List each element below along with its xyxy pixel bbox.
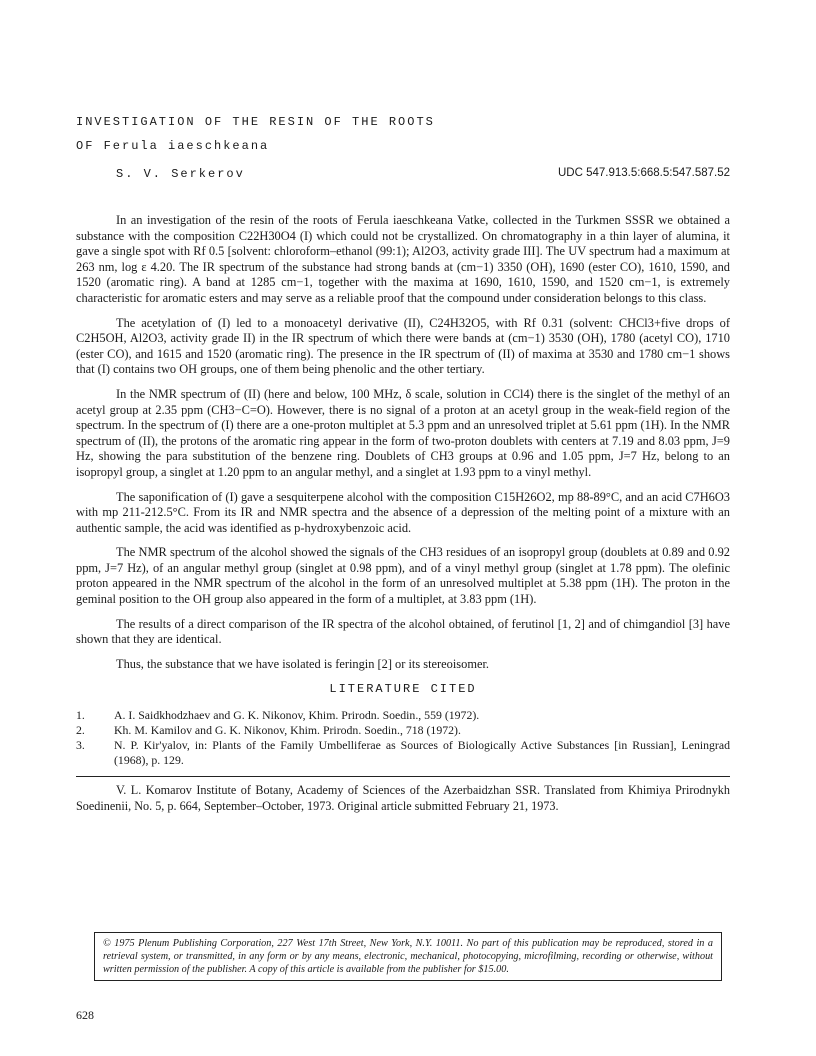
copyright-box: © 1975 Plenum Publishing Corporation, 227 West 17th Street, New York, N.Y. 10011. No part of this publication may be reproduced, stored in a retrieval system, or transmitted, in any form or by any means, electronic, mechanical, photocopying, microfilming, recording or otherwise, without written permission of the publisher. A copy of this article is available from the publisher for $15.00. <box>94 932 722 981</box>
article-body <box>76 213 730 814</box>
reference-item <box>76 723 730 738</box>
udc-code: UDC 547.913.5:668.5:547.587.52 <box>558 167 730 179</box>
reference-number: 3. <box>76 738 85 753</box>
reference-text: Kh. M. Kamilov and G. K. Nikonov, Khim. Prirodn. Soedin., 718 (1972). <box>114 723 461 738</box>
references-heading: LITERATURE CITED <box>329 682 477 697</box>
paragraph: The NMR spectrum of the alcohol showed the signals of the CH3 residues of an isopropyl group (doublets at 0.89 and 0.92 ppm, J=7 Hz), of an angular methyl group (singlet at 0.98 ppm), and of a vinyl methyl group (singlet at 1.78 ppm). The olefinic proton appeared in the NMR spectrum of the alcohol in the form of an unresolved multiplet at 5.38 ppm (1H). The proton in the geminal position to the OH group also appeared in the form of a multiplet, at 3.83 ppm (1H). <box>76 545 730 607</box>
affiliation-text: V. L. Komarov Institute of Botany, Academy of Sciences of the Azerbaidzhan SSR. Translated from Khimiya Prirodnykh Soedinenii, No. 5, p. 664, September–October, 1973. Original article submitted February 21, 1973. <box>76 783 730 813</box>
article-title <box>76 110 730 158</box>
paragraph: Thus, the substance that we have isolated is feringin [2] or its stereoisomer. <box>116 656 490 671</box>
affiliation-note <box>76 776 730 814</box>
references-list <box>76 708 730 768</box>
reference-text: N. P. Kir'yalov, in: Plants of the Family Umbelliferae as Sources of Biologically Active Substances [in Russian], Leningrad (1968), p. 129. <box>114 738 730 768</box>
reference-number: 2. <box>76 723 85 738</box>
reference-item <box>76 738 730 768</box>
reference-item <box>76 708 730 723</box>
paragraph: The acetylation of (I) led to a monoacetyl derivative (II), C24H32O5, with Rf 0.31 (solvent: CHCl3+five drops of C2H5OH, Al2O3, activity grade II) in the IR spectrum of which there were bands at (cm−1) 3530 (OH), 1780 (acetyl CO), 1710 (ester CO), and 1615 and 1520 (aromatic ring). The presence in the IR spectrum of (II) of maxima at 3530 and 1780 cm−1 shows that (I) contains two OH groups, one of them being phenolic and the other tertiary. <box>76 315 730 377</box>
page-number: 628 <box>76 1008 94 1022</box>
reference-text: A. I. Saidkhodzhaev and G. K. Nikonov, Khim. Prirodn. Soedin., 559 (1972). <box>114 708 480 723</box>
paragraph: In the NMR spectrum of (II) (here and below, 100 MHz, δ scale, solution in CCl4) there is the singlet of the methyl of an acetyl group at 2.35 ppm (CH3−C=O). However, there is no signal of a proton at an acetyl group in the weak-field region of the spectrum. In the spectrum of (I) there are a one-proton multiplet at 5.3 ppm and an unresolved triplet at 5.61 ppm (1H). In the NMR spectrum of (II), the protons of the aromatic ring appear in the form of two-proton doublets with centers at 7.19 and 8.03 ppm, J=9 Hz, showing the para substitution of the benzene ring. Doublets of CH3 groups at 0.96 and 1.05 ppm, J=7 Hz, belong to an isopropyl group, a singlet at 1.20 ppm to an angular methyl, and a singlet at 1.93 ppm to a vinyl methyl. <box>76 386 730 479</box>
paragraph: In an investigation of the resin of the roots of Ferula iaeschkeana Vatke, collected in the Turkmen SSSR we obtained a substance with the composition C22H30O4 (I) which could not be crystallized. On chromatography in a thin layer of alumina, it gave a single spot with Rf 0.5 [solvent: chloroform–ethanol (99:1); Al2O3, activity grade III]. The UV spectrum had a maximum at 263 nm, log ε 4.20. The IR spectrum of the substance had strong bands at (cm−1) 3350 (OH), 1690 (ester CO), 1610, 1590, and 1520 (aromatic ring). A band at 1285 cm−1, together with the maxima at 1690, 1610, 1590, and 1520 cm−1, is extremely characteristic for aromatic esters and may serve as a reliable proof that the compound under consideration belongs to this class. <box>76 213 730 305</box>
paragraph: The saponification of (I) gave a sesquiterpene alcohol with the composition C15H26O2, mp 88-89°C, and an acid C7H6O3 with mp 211-212.5°C. From its IR and NMR spectra and the absence of a depression of the melting point of a mixture with an authentic sample, the acid was identified as p-hydroxybenzoic acid. <box>76 489 730 535</box>
title-line-1: INVESTIGATION OF THE RESIN OF THE ROOTS <box>76 115 435 129</box>
title-line-2: OF Ferula iaeschkeana <box>76 139 270 153</box>
reference-number: 1. <box>76 708 85 723</box>
paragraph: The results of a direct comparison of the IR spectra of the alcohol obtained, of ferutinol [1, 2] and of chimgandiol [3] have shown that they are identical. <box>76 616 730 647</box>
author-name: S. V. Serkerov <box>116 167 245 181</box>
